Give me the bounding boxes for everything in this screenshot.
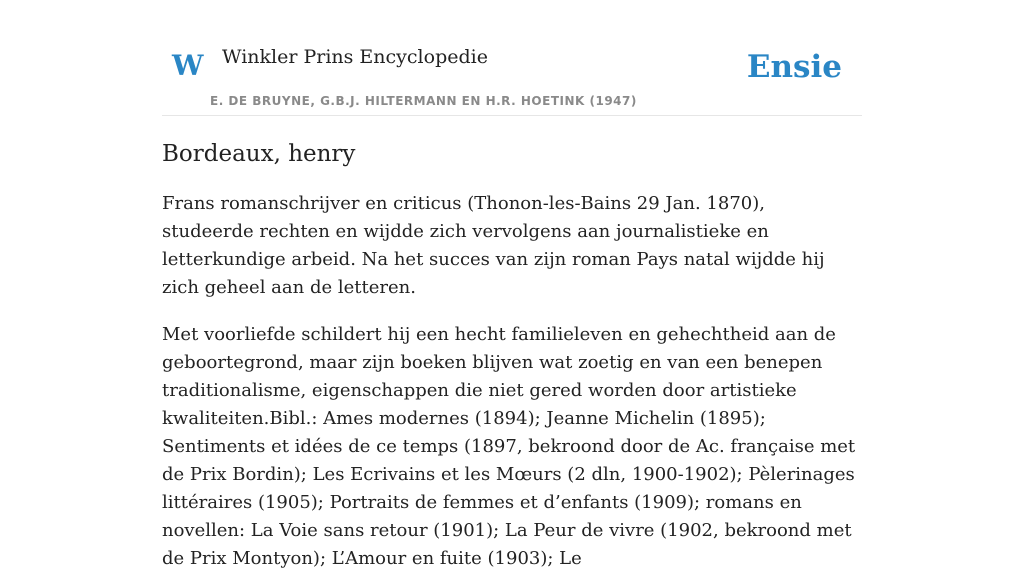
source-authors: E. DE BRUYNE, G.B.J. HILTERMANN EN H.R. HOETINK (1947) xyxy=(210,94,637,108)
article-title: Bordeaux, henry xyxy=(162,141,356,167)
source-header xyxy=(162,0,862,116)
ensie-logo[interactable]: Ensie xyxy=(746,49,842,85)
winkler-prins-logo[interactable]: W xyxy=(172,49,204,82)
article-paragraph: Frans romanschrijver en criticus (Thonon-les-Bains 29 Jan. 1870), studeerde rechten en wijdde zich vervolgens aan journalistieke en letterkundige arbeid. Na het succes van zijn roman Pays natal wijdde hij zich geheel aan de letteren. xyxy=(162,192,825,298)
page xyxy=(162,0,862,573)
article-paragraph: Met voorliefde schildert hij een hecht familieleven en gehechtheid aan de geboortegrond, maar zijn boeken blijven wat zoetig en van een benepen traditionalisme, eigenschappen die niet gered worden door artistieke kwaliteiten.Bibl.: Ames modernes (1894); Jeanne Michelin (1895); Sentiments et idées de ce temps (1897, bekroond door de Ac. française met de Prix Bordin); Les Ecrivains et les Mœurs (2 dln, 1900-1902); Pèlerinages littéraires (1905); Portraits de femmes et d’enfants (1909); romans en novellen: La Voie sans retour (1901); La Peur de vivre (1902, bekroond met de Prix Montyon); L’Amour en fuite (1903); Le xyxy=(162,323,856,569)
source-title[interactable]: Winkler Prins Encyclopedie xyxy=(222,46,488,68)
